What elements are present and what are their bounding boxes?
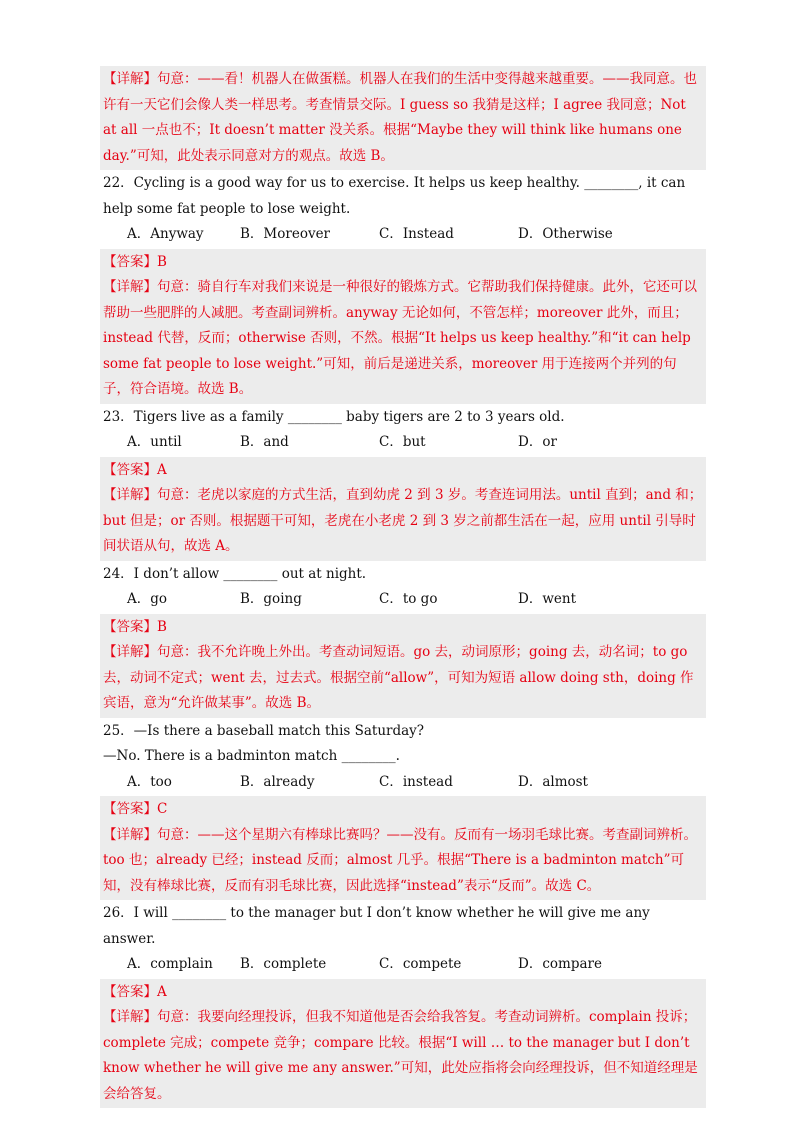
option-d: D．Otherwise <box>518 226 613 242</box>
question-stem-26: 26．I will ________ to the manager but I don’t know whether he will give me any answer. <box>103 905 650 947</box>
answer-box-q22 <box>100 249 706 404</box>
question-stem-24: 24．I don’t allow ________ out at night. <box>103 565 367 582</box>
option-d: D．or <box>518 434 557 450</box>
explanation-text: 【详解】句意：我不允许晚上外出。考查动词短语。go 去，动词原形；going 去，动名词；to go 去，动词不定式；went 去，过去式。根据空前“allow”，可知为短语 allow doing sth，doing 作宾语，意为“允许做某事”。故选 B。 <box>103 644 694 711</box>
answer-text: 【答案】B <box>103 618 167 635</box>
answer-text: 【答案】A <box>103 461 167 478</box>
option-d: D．compare <box>518 956 602 972</box>
options-24 <box>100 587 706 613</box>
option-c: C．Instead <box>379 226 454 242</box>
option-c: C．but <box>379 434 426 450</box>
option-c: C．compete <box>379 956 462 972</box>
option-b: B．already <box>240 773 315 790</box>
options-23 <box>100 430 706 456</box>
option-c: C．to go <box>379 591 438 607</box>
option-c: C．instead <box>379 773 453 790</box>
explanation-box-q21 <box>100 66 706 170</box>
answer-text: 【答案】B <box>103 253 167 270</box>
answer-box-q23 <box>100 457 706 561</box>
answer-text: 【答案】C <box>103 801 168 817</box>
explanation-text: 【详解】句意：我要向经理投诉，但我不知道他是否会给我答复。考查动词辨析。complain 投诉；complete 完成；compete 竞争；compare 比较。根据“I will … to the manager but I don’t know whether he will give me any answer.”可知，此处应指将会向经理投诉，但不知道经理是会给答复。 <box>103 1009 698 1102</box>
options-26 <box>100 952 706 978</box>
answer-box-q24 <box>100 614 706 718</box>
question-stem-25: 25．—Is there a baseball match this Saturday? —No. There is a badminton match ________. <box>103 722 425 764</box>
option-a: A．until <box>127 434 182 450</box>
option-d: D．almost <box>518 773 588 790</box>
explanation-text: 【详解】句意：——这个星期六有棒球比赛吗？——没有。反而有一场羽毛球比赛。考查副词辨析。too 也；already 已经；instead 反而；almost 几乎。根据“There is a badminton match”可知，没有棒球比赛，反而有羽毛球比赛，因此选择“instead”表示“反而”。故选 C。 <box>103 826 697 894</box>
options-22 <box>100 222 706 248</box>
explanation-text: 【详解】句意：老虎以家庭的方式生活，直到幼虎 2 到 3 岁。考查连词用法。until 直到；and 和；but 但是；or 否则。根据题干可知，老虎在小老虎 2 到 3 岁之前都生活在一起，应用 until 引导时间状语从句，故选 A。 <box>103 487 703 554</box>
explanation-text: 【详解】句意：骑自行车对我们来说是一种很好的锻炼方式。它帮助我们保持健康。此外，它还可以帮助一些肥胖的人减肥。考查副词辨析。anyway 无论如何，不管怎样；moreover 此外，而且；instead 代替，反而；otherwise 否则，不然。根据“It helps us keep healthy.”和“it can help some fat people to lose weight.”可知，前后是递进关系，moreover 用于连接两个并列的句子，符合语境。故选 B。 <box>103 279 697 397</box>
answer-box-q26 <box>100 979 706 1109</box>
option-a: A．complain <box>127 956 213 972</box>
option-b: B．complete <box>240 956 327 972</box>
question-stem-22: 22．Cycling is a good way for us to exercise. It helps us keep healthy. ________, it can help some fat people to lose weight. <box>103 175 686 217</box>
option-d: D．went <box>518 591 576 607</box>
option-a: A．go <box>127 591 168 607</box>
options-25 <box>100 770 706 796</box>
option-b: B．going <box>240 591 302 607</box>
document-page <box>100 66 706 1109</box>
explanation-text: 【详解】句意：——看！机器人在做蛋糕。机器人在我们的生活中变得越来越重要。——我同意。也许有一天它们会像人类一样思考。考查情景交际。I guess so 我猜是这样；I agree 我同意；Not at all 一点也不；It doesn’t matter 没关系。根据“Maybe they will think like humans one day.”可知，此处表示同意对方的观点。故选 B。 <box>103 71 697 164</box>
option-a: A．too <box>127 773 172 790</box>
answer-text: 【答案】A <box>103 983 167 1000</box>
option-b: B．Moreover <box>240 226 331 242</box>
answer-box-q25 <box>100 796 706 900</box>
option-b: B．and <box>240 434 289 450</box>
option-a: A．Anyway <box>127 226 204 242</box>
question-stem-23: 23．Tigers live as a family ________ baby tigers are 2 to 3 years old. <box>103 408 565 425</box>
